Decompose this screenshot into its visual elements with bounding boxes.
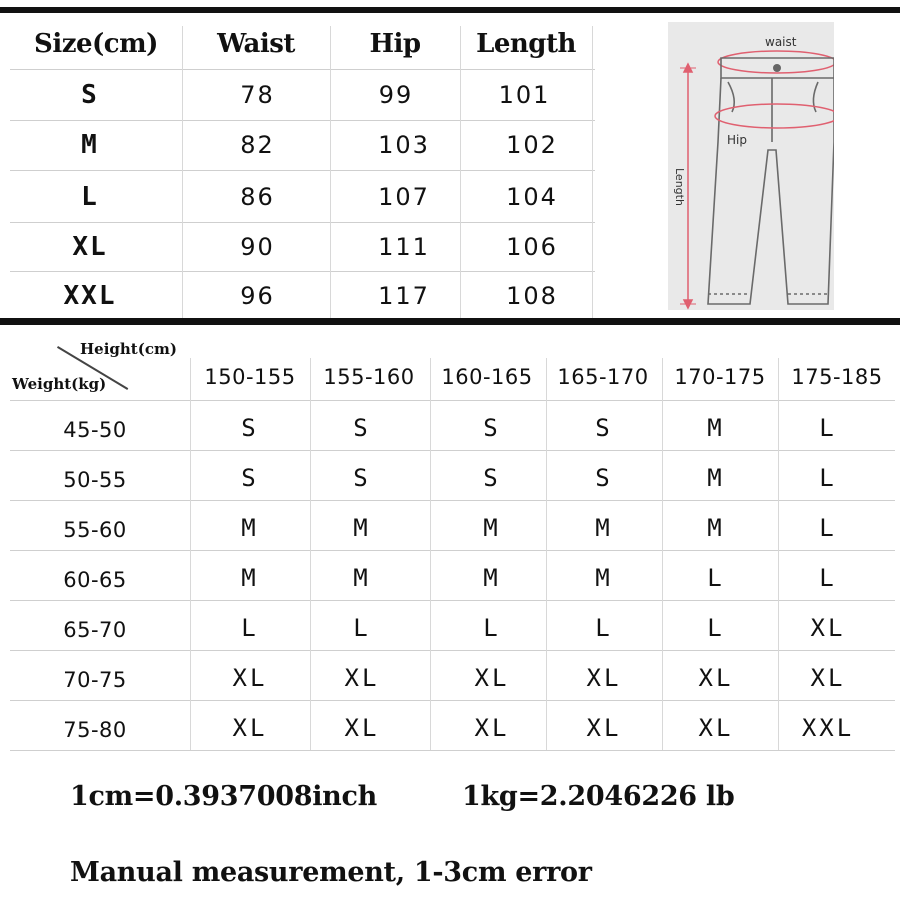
recommended-size: S [483, 464, 501, 492]
divider [10, 271, 595, 272]
recommended-size: XL [586, 714, 622, 742]
middle-rule [0, 318, 900, 325]
recommended-size: XL [698, 664, 734, 692]
size-row-l [10, 172, 601, 222]
divider [182, 26, 183, 318]
length-value: 106 [506, 233, 558, 261]
recommended-size: XL [232, 714, 268, 742]
recommended-size: S [595, 414, 613, 442]
divider [10, 550, 895, 551]
recommended-size: XL [474, 664, 510, 692]
recommended-size: L [353, 614, 371, 642]
height-range-header: 175-185 [791, 365, 883, 389]
divider [310, 358, 311, 750]
hip-value: 117 [378, 282, 430, 310]
weight-range-label: 55-60 [63, 518, 127, 542]
size-row-xl [10, 223, 601, 271]
length-value: 102 [506, 131, 558, 159]
recommended-size: M [707, 464, 725, 492]
header-waist: Waist [217, 29, 295, 59]
hip-value: 99 [378, 81, 414, 109]
recommended-size: XL [810, 664, 846, 692]
height-range-header: 165-170 [557, 365, 649, 389]
recommended-size: L [483, 614, 501, 642]
divider [10, 750, 895, 751]
waist-value: 96 [240, 282, 275, 310]
size-row-s [10, 71, 602, 119]
recommended-size: S [595, 464, 613, 492]
divider [10, 500, 895, 501]
divider [10, 120, 595, 121]
recommended-size: S [241, 414, 259, 442]
divider [330, 26, 331, 318]
recommended-size: S [353, 464, 371, 492]
recommended-size: L [819, 464, 837, 492]
recommended-size: S [353, 414, 371, 442]
divider [10, 600, 895, 601]
recommended-size: M [483, 514, 501, 542]
recommended-size: M [241, 514, 259, 542]
recommended-size: XL [344, 714, 380, 742]
divider [10, 650, 895, 651]
divider [10, 400, 895, 401]
recommended-size: M [595, 564, 613, 592]
divider [10, 222, 595, 223]
height-range-header: 170-175 [674, 365, 766, 389]
recommended-size: M [353, 514, 371, 542]
hip-label: Hip [727, 133, 747, 147]
weight-range-label: 50-55 [63, 468, 127, 492]
size-chart-header-row [10, 22, 592, 66]
height-axis-label: Height(cm) [80, 340, 177, 358]
height-range-header: 155-160 [323, 365, 415, 389]
kg-conversion-note: 1kg=2.2046226 lb [462, 781, 735, 812]
divider [10, 700, 895, 701]
recommended-size: L [819, 514, 837, 542]
height-range-header: 150-155 [204, 365, 296, 389]
divider [546, 358, 547, 750]
pants-measurement-diagram [668, 22, 834, 310]
recommended-size: M [707, 514, 725, 542]
recommended-size: L [707, 564, 725, 592]
recommended-size: M [241, 564, 259, 592]
size-label: L [81, 182, 99, 212]
recommended-size: M [595, 514, 613, 542]
hip-value: 107 [378, 183, 430, 211]
recommended-size: M [707, 414, 725, 442]
length-label: Length [673, 168, 686, 206]
divider [592, 26, 593, 318]
height-range-header: 160-165 [441, 365, 533, 389]
length-value: 101 [498, 81, 551, 109]
recommended-size: S [241, 464, 259, 492]
button-icon [773, 64, 781, 72]
recommended-size: XXL [801, 714, 855, 742]
size-label: XL [72, 232, 108, 262]
header-size: Size(cm) [34, 29, 158, 59]
waist-value: 78 [240, 81, 275, 109]
measurement-disclaimer: Manual measurement, 1-3cm error [70, 857, 592, 888]
divider [10, 69, 595, 70]
size-row-m [10, 121, 601, 169]
weight-range-label: 60-65 [63, 568, 127, 592]
waist-value: 86 [240, 183, 275, 211]
weight-range-label: 75-80 [63, 718, 127, 742]
recommended-size: XL [698, 714, 734, 742]
divider [778, 358, 779, 750]
divider [430, 358, 431, 750]
recommended-size: XL [586, 664, 622, 692]
divider [190, 358, 191, 750]
divider [10, 170, 595, 171]
recommended-size: L [819, 564, 837, 592]
size-recommendation-table [0, 330, 900, 750]
length-value: 104 [506, 183, 558, 211]
recommended-size: XL [810, 614, 846, 642]
divider [460, 26, 461, 318]
weight-range-label: 45-50 [63, 418, 127, 442]
hip-value: 103 [378, 131, 430, 159]
pants-illustration [668, 22, 834, 310]
waist-value: 90 [240, 233, 275, 261]
recommended-size: L [819, 414, 837, 442]
size-row-xxl [10, 272, 601, 320]
hip-ellipse [715, 104, 834, 128]
recommended-size: L [595, 614, 613, 642]
recommended-size: L [241, 614, 259, 642]
waist-label: waist [765, 35, 797, 49]
recommended-size: XL [474, 714, 510, 742]
recommended-size: M [483, 564, 501, 592]
top-rule [0, 7, 900, 13]
hip-value: 111 [378, 233, 430, 261]
recommended-size: XL [344, 664, 380, 692]
recommended-size: M [353, 564, 371, 592]
recommended-size: L [707, 614, 725, 642]
weight-range-label: 70-75 [63, 668, 127, 692]
header-hip: Hip [369, 29, 421, 59]
size-label: M [81, 130, 99, 160]
recommended-size: S [483, 414, 501, 442]
pants-outline-icon [708, 58, 834, 304]
weight-axis-label: Weight(kg) [12, 375, 107, 393]
divider [662, 358, 663, 750]
header-length: Length [476, 29, 576, 59]
size-label: XXL [63, 281, 117, 311]
recommended-size: XL [232, 664, 268, 692]
cm-conversion-note: 1cm=0.3937008inch [70, 781, 377, 812]
divider [10, 450, 895, 451]
waist-value: 82 [240, 131, 275, 159]
size-label: S [81, 80, 99, 110]
length-value: 108 [506, 282, 558, 310]
weight-range-label: 65-70 [63, 618, 127, 642]
